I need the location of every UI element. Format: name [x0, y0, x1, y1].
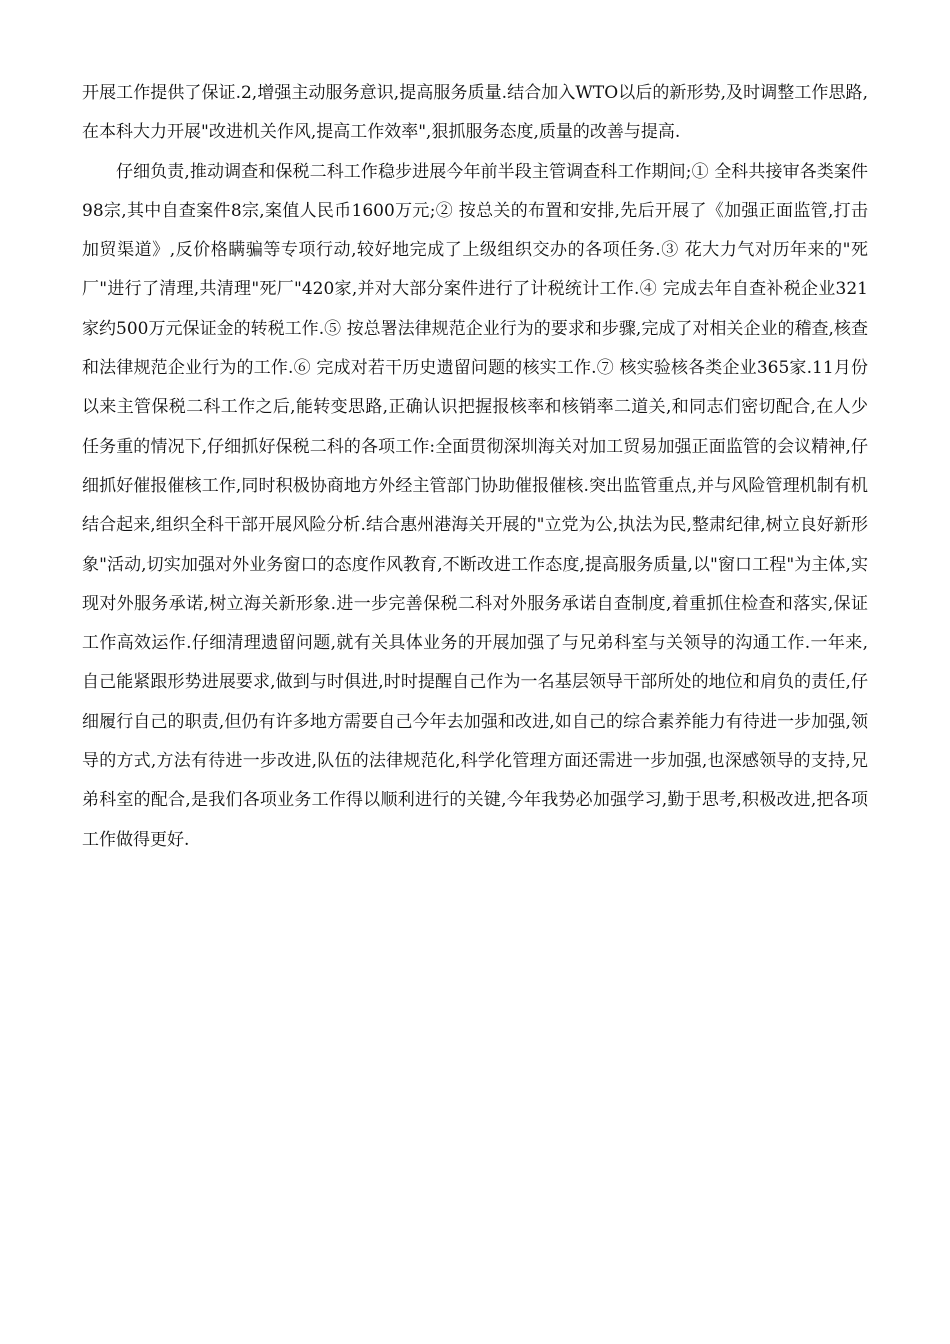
paragraph-continuation: 开展工作提供了保证.2,增强主动服务意识,提高服务质量.结合加入WTO以后的新形势,及时调整工作思路,在本科大力开展"改进机关作风,提高工作效率",狠抓服务态度,质量的改善与提高.: [82, 83, 868, 143]
document-body: [82, 74, 868, 860]
paragraph-work-summary: 仔细负责,推动调查和保税二科工作稳步进展今年前半段主管调查科工作期间;① 全科共接审各类案件98宗,其中自查案件8宗,案值人民币1600万元;② 按总关的布置和安排,先后开展了《加强正面监管,打击加贸渠道》,反价格瞒骗等专项行动,较好地完成了上级组织交办的各项任务.③ 花大力气对历年来的"死厂"进行了清理,共清理"死厂"420家,并对大部分案件进行了计税统计工作.④ 完成去年自查补税企业321家约500万元保证金的转税工作.⑤ 按总署法律规范企业行为的要求和步骤,完成了对相关企业的稽查,核查和法律规范企业行为的工作.⑥ 完成对若干历史遗留问题的核实工作.⑦ 核实验核各类企业365家.11月份以来主管保税二科工作之后,能转变思路,正确认识把握报核率和核销率二道关,和同志们密切配合,在人少任务重的情况下,仔细抓好保税二科的各项工作:全面贯彻深圳海关对加工贸易加强正面监管的会议精神,仔细抓好催报催核工作,同时积极协商地方外经主管部门协助催报催核.突出监管重点,并与风险管理机制有机结合起来,组织全科干部开展风险分析.结合惠州港海关开展的"立党为公,执法为民,整肃纪律,树立良好新形象"活动,切实加强对外业务窗口的态度作风教育,不断改进工作态度,提高服务质量,以"窗口工程"为主体,实现对外服务承诺,树立海关新形象.进一步完善保税二科对外服务承诺自查制度,着重抓住检查和落实,保证工作高效运作.仔细清理遗留问题,就有关具体业务的开展加强了与兄弟科室与关领导的沟通工作.一年来,自己能紧跟形势进展要求,做到与时俱进,时时提醒自己作为一名基层领导干部所处的地位和肩负的责任,仔细履行自己的职责,但仍有许多地方需要自己今年去加强和改进,如自己的综合素养能力有待进一步加强,领导的方式,方法有待进一步改进,队伍的法律规范化,科学化管理方面还需进一步加强,也深感领导的支持,兄弟科室的配合,是我们各项业务工作得以顺利进行的关键,今年我势必加强学习,勤于思考,积极改进,把各项工作做得更好.: [82, 161, 868, 850]
